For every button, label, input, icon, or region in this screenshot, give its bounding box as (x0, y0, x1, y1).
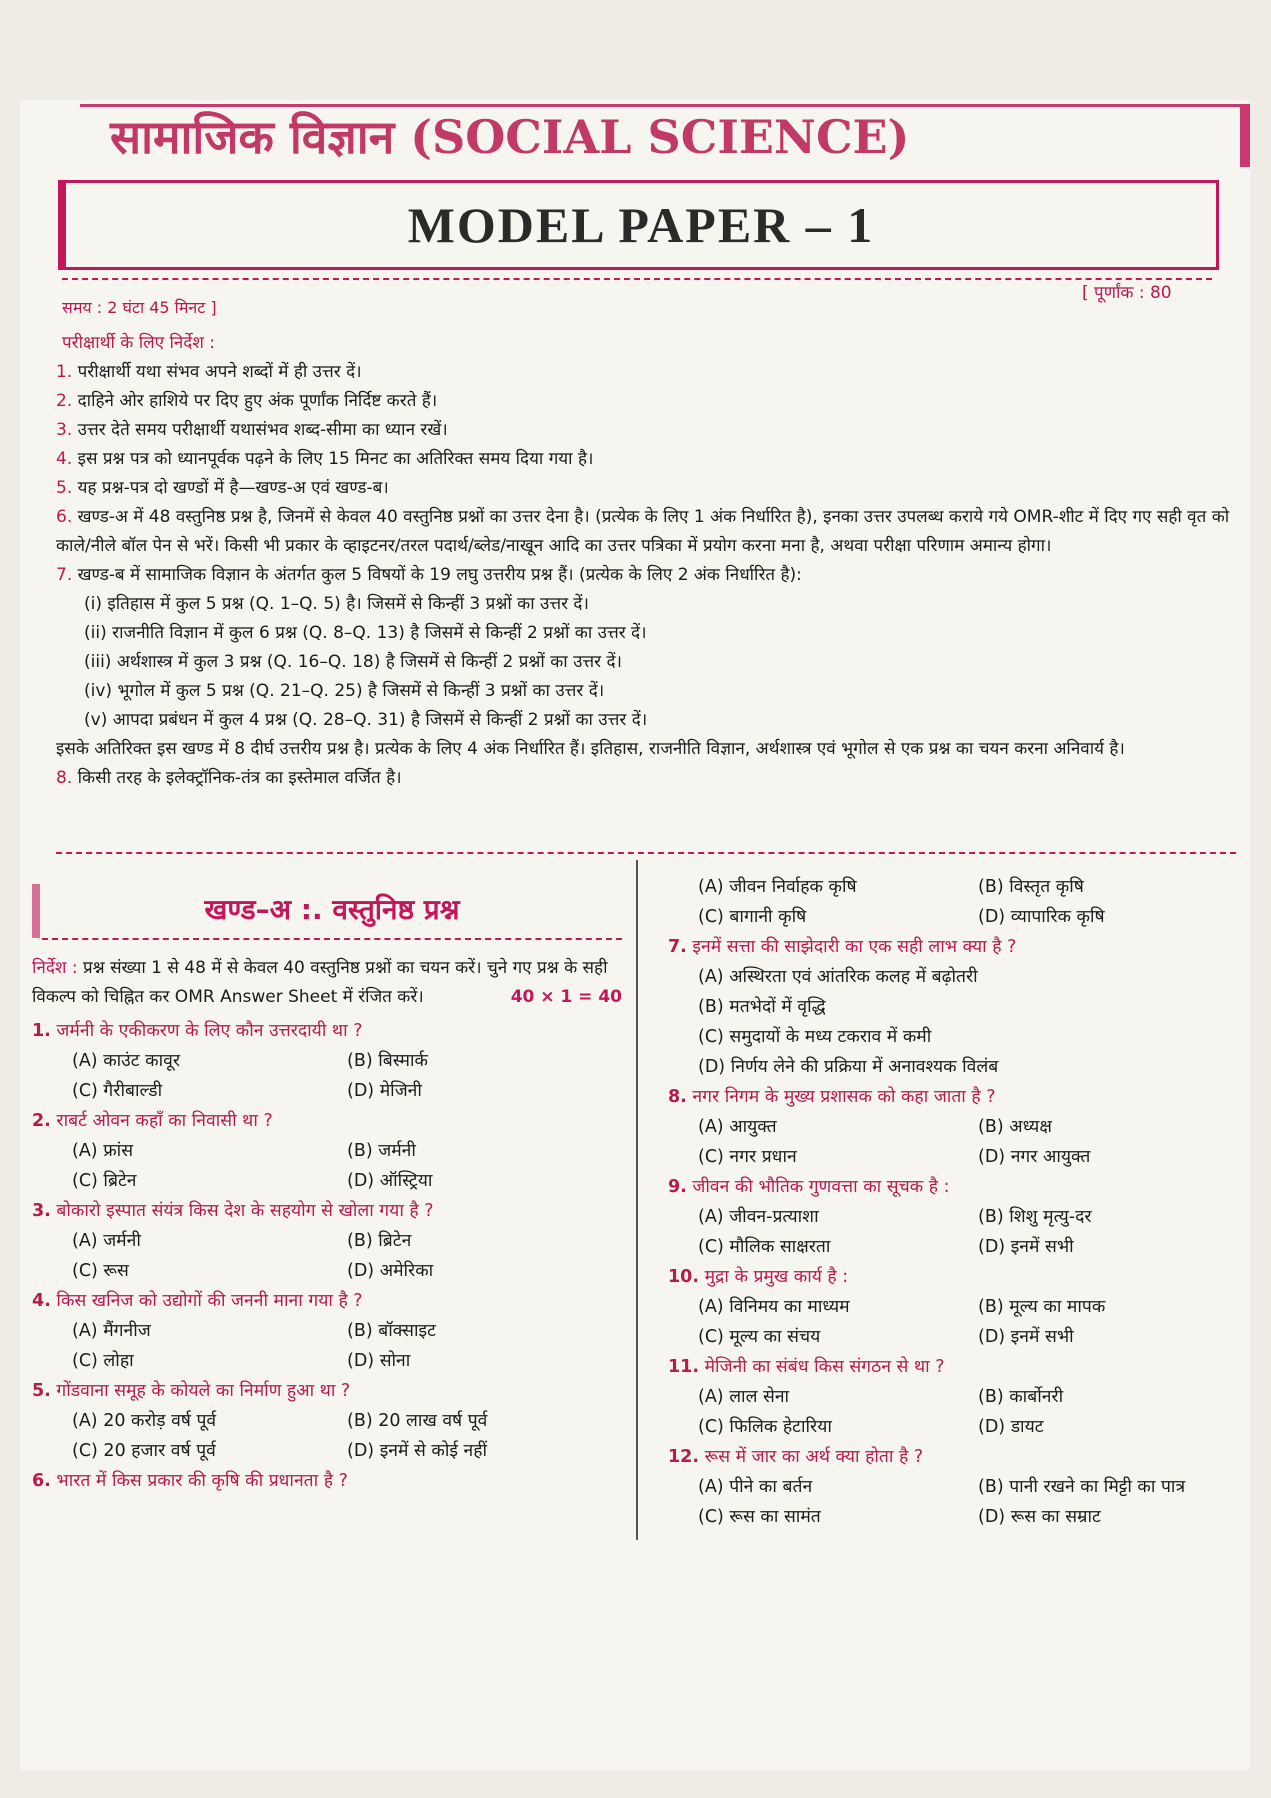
option: (D) इनमें सभी (978, 1327, 1074, 1347)
option: (C) 20 हजार वर्ष पूर्व (72, 1441, 216, 1461)
question-number: 12. (668, 1447, 700, 1467)
question-number: 9. (668, 1177, 687, 1197)
question-text: राबर्ट ओवन कहाँ का निवासी था ? (56, 1111, 273, 1131)
instruction-number: 1. (56, 362, 73, 382)
question (668, 1082, 1258, 1112)
instruction-item (56, 503, 1236, 561)
option: (A) मैंगनीज (72, 1321, 151, 1341)
question-options (668, 962, 1258, 1082)
section-a-direction (32, 954, 622, 1012)
section-a-score: 40 × 1 = 40 (510, 987, 622, 1007)
option: (D) व्यापारिक कृषि (978, 907, 1105, 927)
question-number: 3. (32, 1201, 51, 1221)
question-options (668, 1202, 1258, 1262)
question (32, 1466, 622, 1496)
question-options (32, 1316, 622, 1376)
option: (B) 20 लाख वर्ष पूर्व (347, 1411, 488, 1431)
instruction-item (56, 561, 1236, 590)
section-divider (56, 852, 1236, 854)
instruction-item (56, 416, 1236, 445)
option: (D) नगर आयुक्त (978, 1147, 1091, 1167)
option: (C) रूस का सामंत (698, 1507, 821, 1527)
question (32, 1376, 622, 1406)
instruction-number: 8. (56, 768, 73, 788)
option: (A) 20 करोड़ वर्ष पूर्व (72, 1411, 217, 1431)
instruction-text: किसी तरह के इलेक्ट्रॉनिक-तंत्र का इस्तेमाल वर्जित है। (77, 768, 402, 788)
instruction-number: 7. (56, 565, 73, 585)
question-number: 1. (32, 1021, 51, 1041)
instructions-list (56, 358, 1236, 793)
question-text: जर्मनी के एकीकरण के लिए कौन उत्तरदायी था ? (56, 1021, 363, 1041)
option: (A) जर्मनी (72, 1231, 141, 1251)
option: (D) मेजिनी (347, 1081, 422, 1101)
instruction-item (56, 387, 1236, 416)
question (668, 1442, 1258, 1472)
instruction-item (56, 474, 1236, 503)
question (32, 1196, 622, 1226)
instruction-text: खण्ड-ब में सामाजिक विज्ञान के अंतर्गत कुल 5 विषयों के 19 लघु उत्तरीय प्रश्न हैं। (प्रत्येक के लिए 2 अंक निर्धारित है): (77, 565, 802, 585)
option: (A) आयुक्त (698, 1117, 777, 1137)
question-text: गोंडवाना समूह के कोयले का निर्माण हुआ था ? (56, 1381, 351, 1401)
subject-title: सामाजिक विज्ञान (SOCIAL SCIENCE) (80, 104, 1250, 167)
question (668, 1172, 1258, 1202)
model-paper-title: MODEL PAPER – 1 (58, 180, 1219, 270)
option: (A) पीने का बर्तन (698, 1477, 813, 1497)
option: (D) इनमें से कोई नहीं (347, 1441, 488, 1461)
option: (D) सोना (347, 1351, 411, 1371)
option: (A) लाल सेना (698, 1387, 790, 1407)
question-text: जीवन की भौतिक गुणवत्ता का सूचक है : (692, 1177, 950, 1197)
question-options (668, 1292, 1258, 1352)
section-a-heading: खण्ड–अ :. वस्तुनिष्ठ प्रश्न (42, 884, 622, 940)
option: (C) गैरीबाल्डी (72, 1081, 163, 1101)
instruction-item (56, 445, 1236, 474)
direction-text: प्रश्न संख्या 1 से 48 में से केवल 40 वस्तुनिष्ठ प्रश्नों का चयन करें। चुने गए प्रश्न के सही विकल्प को चिह्नित कर OMR Answer Sheet में रंजित करें। (32, 958, 608, 1007)
option: (A) जीवन-प्रत्याशा (698, 1207, 819, 1227)
header-divider (62, 278, 1212, 280)
option: (B) कार्बोनरी (978, 1387, 1064, 1407)
instruction-sub-item: (iii) अर्थशास्त्र में कुल 3 प्रश्न (Q. 16–Q. 18) है जिसमें से किन्हीं 2 प्रश्नों का उत्तर दें। (84, 652, 622, 672)
instruction-text: इस प्रश्न पत्र को ध्यानपूर्वक पढ़ने के लिए 15 मिनट का अतिरिक्त समय दिया गया है। (77, 449, 594, 469)
question (668, 932, 1258, 962)
option: (C) मौलिक साक्षरता (698, 1237, 831, 1257)
instruction-item (56, 764, 1236, 793)
instruction-number: 5. (56, 478, 73, 498)
question-options (32, 1226, 622, 1286)
left-question-list (32, 1016, 622, 1496)
instruction-text: यह प्रश्न-पत्र दो खण्डों में है—खण्ड-अ एवं खण्ड-ब। (77, 478, 389, 498)
left-column (32, 884, 622, 1496)
full-marks: [ पूर्णांक : 80 (1082, 283, 1172, 303)
question-number: 7. (668, 937, 687, 957)
instruction-text: उत्तर देते समय परीक्षार्थी यथासंभव शब्द-सीमा का ध्यान रखें। (77, 420, 448, 440)
instruction-number: 6. (56, 507, 73, 527)
instruction-extra: इसके अतिरिक्त इस खण्ड में 8 दीर्घ उत्तरीय प्रश्न है। प्रत्येक के लिए 4 अंक निर्धारित हैं। इतिहास, राजनीति विज्ञान, अर्थशास्त्र एवं भूगोल से एक प्रश्न का चयन करना अनिवार्य है। (56, 739, 1125, 759)
option: (B) शिशु मृत्यु-दर (978, 1207, 1092, 1227)
question (32, 1286, 622, 1316)
option: (A) फ्रांस (72, 1141, 134, 1161)
right-question-list (668, 932, 1258, 1532)
question-text: भारत में किस प्रकार की कृषि की प्रधानता है ? (56, 1471, 348, 1491)
instruction-text: परीक्षार्थी यथा संभव अपने शब्दों में ही उत्तर दें। (77, 362, 362, 382)
option: (D) डायट (978, 1417, 1044, 1437)
instruction-number: 3. (56, 420, 73, 440)
question-options (668, 1112, 1258, 1172)
option: (D) अमेरिका (347, 1261, 434, 1281)
question-text: बोकारो इस्पात संयंत्र किस देश के सहयोग से खोला गया है ? (56, 1201, 434, 1221)
instruction-sub-item: (ii) राजनीति विज्ञान में कुल 6 प्रश्न (Q. 8–Q. 13) है जिसमें से किन्हीं 2 प्रश्नों का उत्तर दें। (84, 623, 647, 643)
option: (C) लोहा (72, 1351, 134, 1371)
instruction-sub-item: (iv) भूगोल में कुल 5 प्रश्न (Q. 21–Q. 25) है जिसमें से किन्हीं 3 प्रश्नों का उत्तर दें। (84, 681, 605, 701)
instruction-text: खण्ड-अ में 48 वस्तुनिष्ठ प्रश्न है, जिनमें से केवल 40 वस्तुनिष्ठ प्रश्नों का उत्तर देना है। (प्रत्येक के लिए 1 अंक निर्धारित है), इनका उत्तर उपलब्ध कराये गये OMR-शीट में दिए गए सही वृत को काले/नीले बॉल पेन से भरें। किसी भी प्रकार के व्हाइटनर/तरल पदार्थ/ब्लेड/नाखून आदि का उत्तर पत्रिका में प्रयोग करना मना है, अथवा परीक्षा परिणाम अमान्य होगा। (56, 507, 1230, 556)
question (32, 1016, 622, 1046)
q6-options (668, 872, 1258, 932)
question-text: इनमें सत्ता की साझेदारी का एक सही लाभ क्या है ? (692, 937, 1017, 957)
option: (B) जर्मनी (347, 1141, 416, 1161)
question-text: मेजिनी का संबंध किस संगठन से था ? (704, 1357, 945, 1377)
instruction-number: 2. (56, 391, 73, 411)
option: (A) जीवन निर्वाहक कृषि (698, 877, 857, 897)
question-number: 5. (32, 1381, 51, 1401)
question-number: 8. (668, 1087, 687, 1107)
option: (D) रूस का सम्राट (978, 1507, 1101, 1527)
instruction-item (56, 358, 1236, 387)
exam-time: समय : 2 घंटा 45 मिनट ] (62, 298, 217, 317)
column-divider (636, 860, 638, 1540)
question-number: 10. (668, 1267, 700, 1287)
instruction-sub-item: (v) आपदा प्रबंधन में कुल 4 प्रश्न (Q. 28–Q. 31) है जिसमें से किन्हीं 2 प्रश्नों का उत्तर दें। (84, 710, 648, 730)
question-options (668, 1382, 1258, 1442)
option: (D) निर्णय लेने की प्रक्रिया में अनावश्यक विलंब (698, 1057, 999, 1077)
question-number: 11. (668, 1357, 700, 1377)
option: (C) रूस (72, 1261, 129, 1281)
option: (C) समुदायों के मध्य टकराव में कमी (698, 1027, 932, 1047)
option: (C) बागानी कृषि (698, 907, 807, 927)
option: (B) पानी रखने का मिट्टी का पात्र (978, 1477, 1186, 1497)
direction-label: निर्देश : (32, 958, 78, 978)
option: (B) बॉक्साइट (347, 1321, 436, 1341)
question-text: किस खनिज को उद्योगों की जननी माना गया है ? (56, 1291, 363, 1311)
option: (B) मूल्य का मापक (978, 1297, 1106, 1317)
option: (A) अस्थिरता एवं आंतरिक कलह में बढ़ोतरी (698, 967, 978, 987)
question-number: 2. (32, 1111, 51, 1131)
question-options (668, 1472, 1258, 1532)
question-options (32, 1136, 622, 1196)
option: (B) मतभेदों में वृद्धि (698, 997, 826, 1017)
question (668, 1352, 1258, 1382)
question-text: रूस में जार का अर्थ क्या होता है ? (704, 1447, 924, 1467)
question (32, 1106, 622, 1136)
instruction-sub-item: (i) इतिहास में कुल 5 प्रश्न (Q. 1–Q. 5) है। जिसमें से किन्हीं 3 प्रश्नों का उत्तर दें। (84, 594, 589, 614)
instructions-heading: परीक्षार्थी के लिए निर्देश : (62, 333, 216, 353)
question-text: नगर निगम के मुख्य प्रशासक को कहा जाता है ? (692, 1087, 996, 1107)
option: (D) ऑस्ट्रिया (347, 1171, 433, 1191)
option: (B) अध्यक्ष (978, 1117, 1052, 1137)
option: (B) बिस्मार्क (347, 1051, 428, 1071)
question-number: 6. (32, 1471, 51, 1491)
option: (C) मूल्य का संचय (698, 1327, 821, 1347)
option: (A) काउंट कावूर (72, 1051, 180, 1071)
question-number: 4. (32, 1291, 51, 1311)
question-text: मुद्रा के प्रमुख कार्य है : (704, 1267, 849, 1287)
option: (D) इनमें सभी (978, 1237, 1074, 1257)
instruction-number: 4. (56, 449, 73, 469)
option: (B) विस्तृत कृषि (978, 877, 1084, 897)
question (668, 1262, 1258, 1292)
option: (C) फिलिक हेटारिया (698, 1417, 832, 1437)
instruction-text: दाहिने ओर हाशिये पर दिए हुए अंक पूर्णांक निर्दिष्ट करते हैं। (77, 391, 438, 411)
option: (C) ब्रिटेन (72, 1171, 137, 1191)
right-column (668, 872, 1258, 1532)
question-options (32, 1046, 622, 1106)
question-options (32, 1406, 622, 1466)
option: (B) ब्रिटेन (347, 1231, 412, 1251)
option: (A) विनिमय का माध्यम (698, 1297, 850, 1317)
option: (C) नगर प्रधान (698, 1147, 797, 1167)
